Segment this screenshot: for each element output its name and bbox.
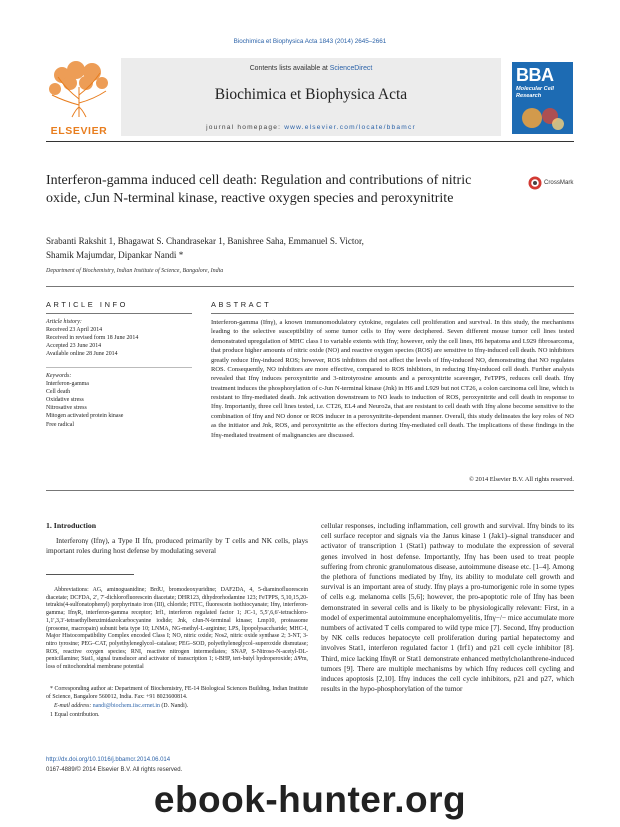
- crossmark-badge[interactable]: [528, 176, 580, 192]
- journal-title: Biochimica et Biophysica Acta: [214, 86, 408, 103]
- watermark-text: ebook-hunter.org: [153, 779, 467, 820]
- header-rule: [46, 141, 574, 142]
- journal-homepage: [121, 124, 501, 131]
- article-history: [46, 318, 196, 358]
- journal-cover[interactable]: [512, 62, 573, 134]
- keyword-item: Nitrosative stress: [46, 405, 87, 412]
- crossmark-icon: [528, 176, 542, 190]
- keyword-item: Cell death: [46, 389, 71, 396]
- affiliation-rule: [46, 286, 574, 287]
- abbreviations-footnote: Abbreviations: AG, aminoguanidine; BrdU, bromodeoxyuridine; DAF2DA, 4, 5-diaminofluorescein diacetate; DCFDA, 2′, 7′-dichlorofluorescein diacetate; DHR123, dihydrorhodamine 123; FeTPPS, 5,10,15,20-tetrakis(4-sulfonatophenyl) porphyrinato iron (III), chloride; FITC, fluorescein isothiocyanate; Ifnγ, interferon-gamma; IfnγR, interferon-gamma receptor; Irf1, interferon regulated factor 1; JC-1, 5,5′,6,6′-tetrachloro-1,1′,3,3′-tetraethylbenzimidazolcarbocyanine iodide; Jnk, cJun-N-terminal kinase; Lmp10, proteasome (prosome, macropain) subunit beta type 10; LNMA, NG-methyl-L-arginine; LPS, lipopolysaccharide; MHC-I, Major Histocompatibility Complex encoded Class I; NO, nitric oxide; Nos2, nitric oxide synthase 2; 3-NT, 3-nitro tyrosine; PEG–CAT, polyethyleneglycol–catalase; PEG–SOD, polyethyleneglycol–superoxide dismutase; ROS, reactive oxygen species; RNI, reactive nitrogen intermediates; SNAP, S-Nitroso-N-acetyl-DL-penicillamine; Stat1, signal transducer and activator of transcription 1; t-BHP, tert-butyl hydroperoxide; ΔΨm, loss of mitochondrial membrane potential: [46, 587, 308, 671]
- abstract-copyright: © 2014 Elsevier B.V. All rights reserved.: [468, 476, 574, 483]
- abstract-text: Interferon-gamma (Ifnγ), a known immunomodulatory cytokine, regulates cell proliferation and survival. In this study, the mechanisms leading to the selective susceptibility of some tumor cells to Ifnγ were deciphered. Seven different mouse tumor cell lines tested demonstrated upregulation of MHC class I to variable extents with Ifnγ; however, only the cell lines, H6 hepatoma and L929 fibrosarcoma, that produce higher amounts of nitric oxide (NO) and reactive oxygen species (ROS) are sensitive to Ifnγ-induced cell death. NO inhibitors greatly reduce Ifnγ-induced ROS; however, ROS inhibitors did not affect the levels of Ifnγ-induced NO, demonstrating that NO regulates ROS. Consequently, NO inhibitors are more effective, compared to ROS inhibitors, in reducing Ifnγ-induced cell death. Further analysis revealed that Ifnγ induces peroxynitrite and 3-nitrotyrosine amounts and a peroxynitrite scavenger, FeTPPS, reduces cell death. Ifnγ treatment induces the phosphorylation of c-Jun N-terminal kinase (Jnk) in H6 and L929 but not CT26, a colon carcinoma cell line, which is resistant to Ifnγ-mediated death. Jnk activation downstream to NO leads to induction of ROS, peroxynitrite and cell death in response to Ifnγ. Importantly, three cell lines tested, i.e. CT26, EL4 and Neuro2a, that are resistant to cell death with Ifnγ alone become sensitive to the combination of Ifnγ and NO donor or ROS inducer in a peroxynitrite-dependent manner. Overall, this study delineates the key roles of NO as the initiator and Jnk, ROS, and peroxynitrite as the effectors during Ifnγ-mediated cell death. The implications of these findings in the Ifnγ-mediated treatment of malignancies are discussed.: [211, 319, 574, 439]
- history-online: Available online 28 June 2014: [46, 351, 118, 358]
- contents-line: [121, 65, 501, 72]
- authors-line-1: Srabanti Rakshit 1, Bhagawat S. Chandrasekar 1, Banishree Saha, Emmanuel S. Victor,: [46, 236, 364, 246]
- email-label: E-mail address:: [54, 703, 93, 709]
- corresponding-author: * Corresponding author at: Department of Biochemistry, FE-14 Biological Sciences Building, Indian Institute of Science, Bangalore 560012, India. Fax: +91 8023600814.: [46, 686, 308, 700]
- email-suffix: (D. Nandi).: [159, 703, 189, 709]
- cover-title: BBA: [516, 65, 554, 85]
- keyword-item: Mitogen activated protein kinase: [46, 413, 124, 420]
- history-label: Article history:: [46, 319, 82, 325]
- keywords: [46, 372, 196, 429]
- homepage-link[interactable]: www.elsevier.com/locate/bbamcr: [284, 124, 416, 131]
- abstract-rule: [211, 313, 574, 314]
- section-heading-introduction: 1. Introduction: [46, 521, 97, 530]
- keyword-item: Oxidative stress: [46, 397, 84, 404]
- article-info-rule: [46, 313, 192, 314]
- intro-paragraph: Interferonγ (Ifnγ), a Type II Ifn, produced primarily by T cells and NK cells, plays important roles during host defense by modulating several: [46, 536, 308, 556]
- article-info-heading: ARTICLE INFO: [46, 300, 128, 309]
- publisher-name: ELSEVIER: [50, 125, 108, 137]
- history-revised: Received in revised form 18 June 2014: [46, 335, 139, 342]
- cover-subtitle-2: Research: [516, 93, 542, 99]
- contents-prefix: Contents lists available at: [249, 65, 330, 72]
- email-footnote: [54, 702, 308, 710]
- doi-link[interactable]: http://dx.doi.org/10.1016/j.bbamcr.2014.06.014: [46, 757, 171, 763]
- cover-subtitle-1: Molecular Cell: [516, 86, 554, 92]
- keywords-label: Keywords:: [46, 373, 72, 379]
- journal-citation[interactable]: Biochimica et Biophysica Acta 1843 (2014) 2645–2661: [233, 38, 387, 45]
- issn-line: 0167-4889/© 2014 Elsevier B.V. All rights reserved.: [46, 767, 183, 773]
- history-accepted: Accepted 23 June 2014: [46, 343, 102, 350]
- crossmark-label: CrossMark: [544, 179, 574, 186]
- equal-contribution-footnote: 1 Equal contribution.: [50, 712, 100, 718]
- elsevier-tree-icon: [46, 59, 112, 119]
- article-title: Interferon-gamma induced cell death: Regulation and contributions of nitric oxide, cJun N-terminal kinase, reactive oxygen species and peroxynitrite: [46, 173, 472, 206]
- footnote-rule: [46, 574, 134, 575]
- history-rule: [46, 367, 192, 368]
- email-link[interactable]: nandi@biochem.iisc.ernet.in: [92, 703, 160, 709]
- intro-continued: cellular responses, including inflammation, cell growth and survival. Ifnγ binds to its cell surface receptor and signals via the Janus kinase 1 (Jak1)–signal transducer and activator of transcription 1 (Stat1) pathway to modulate the expression of several genes involved in host defense. Importantly, Ifnγ has been used to treat people suffering from chronic granulomatous disease, autoimmune disease etc. [1–4]. Among the plethora of functions mediated by Ifnγ, its ability to modulate cell growth and survival is an important area of study. Ifnγ plays a pro-tumorigenic role in some types of cells e.g. melanoma cells [5,6]; however, the pro-apoptotic role of Ifnγ has been demonstrated in several cells and is likely to be physiologically relevant: First, in a model of experimental autoimmune encephalomyelitis, Ifnγ−/− mice accumulate more numbers of activated T cells compared to wild type mice [7]. Second, Ifnγ production by NK cells reduces hepatocyte cell proliferation during partial hepatectomy and involves Stat1, interferon regulated factor 1 (Irf1) and p21 cell cycle inhibitor [8]. Third, mice lacking IfnγR or Stat1 demonstrate enhanced methylcholanthrene-induced tumors [9]. There are multiple mechanisms by which Ifnγ reduces cell cycling and induces apoptosis [2,10]. Ifnγ induces the cell cycle inhibitors, p21 and p27, which results in the hypo-phosphorylation of the tumor: [321, 521, 574, 694]
- abstract-heading: ABSTRACT: [211, 300, 272, 309]
- homepage-prefix: journal homepage:: [206, 124, 285, 131]
- abstract-end-rule: [46, 490, 574, 491]
- cover-art-icon: [518, 104, 568, 132]
- keyword-item: Interferon-gamma: [46, 381, 89, 388]
- elsevier-logo: [46, 59, 112, 137]
- affiliation: Department of Biochemistry, Indian Institute of Science, Bangalore, India: [46, 268, 224, 274]
- authors-line-2: Shamik Majumdar, Dipankar Nandi *: [46, 250, 184, 260]
- history-received: Received 23 April 2014: [46, 327, 103, 334]
- keyword-item: Free radical: [46, 421, 74, 428]
- sciencedirect-link[interactable]: ScienceDirect: [329, 65, 373, 72]
